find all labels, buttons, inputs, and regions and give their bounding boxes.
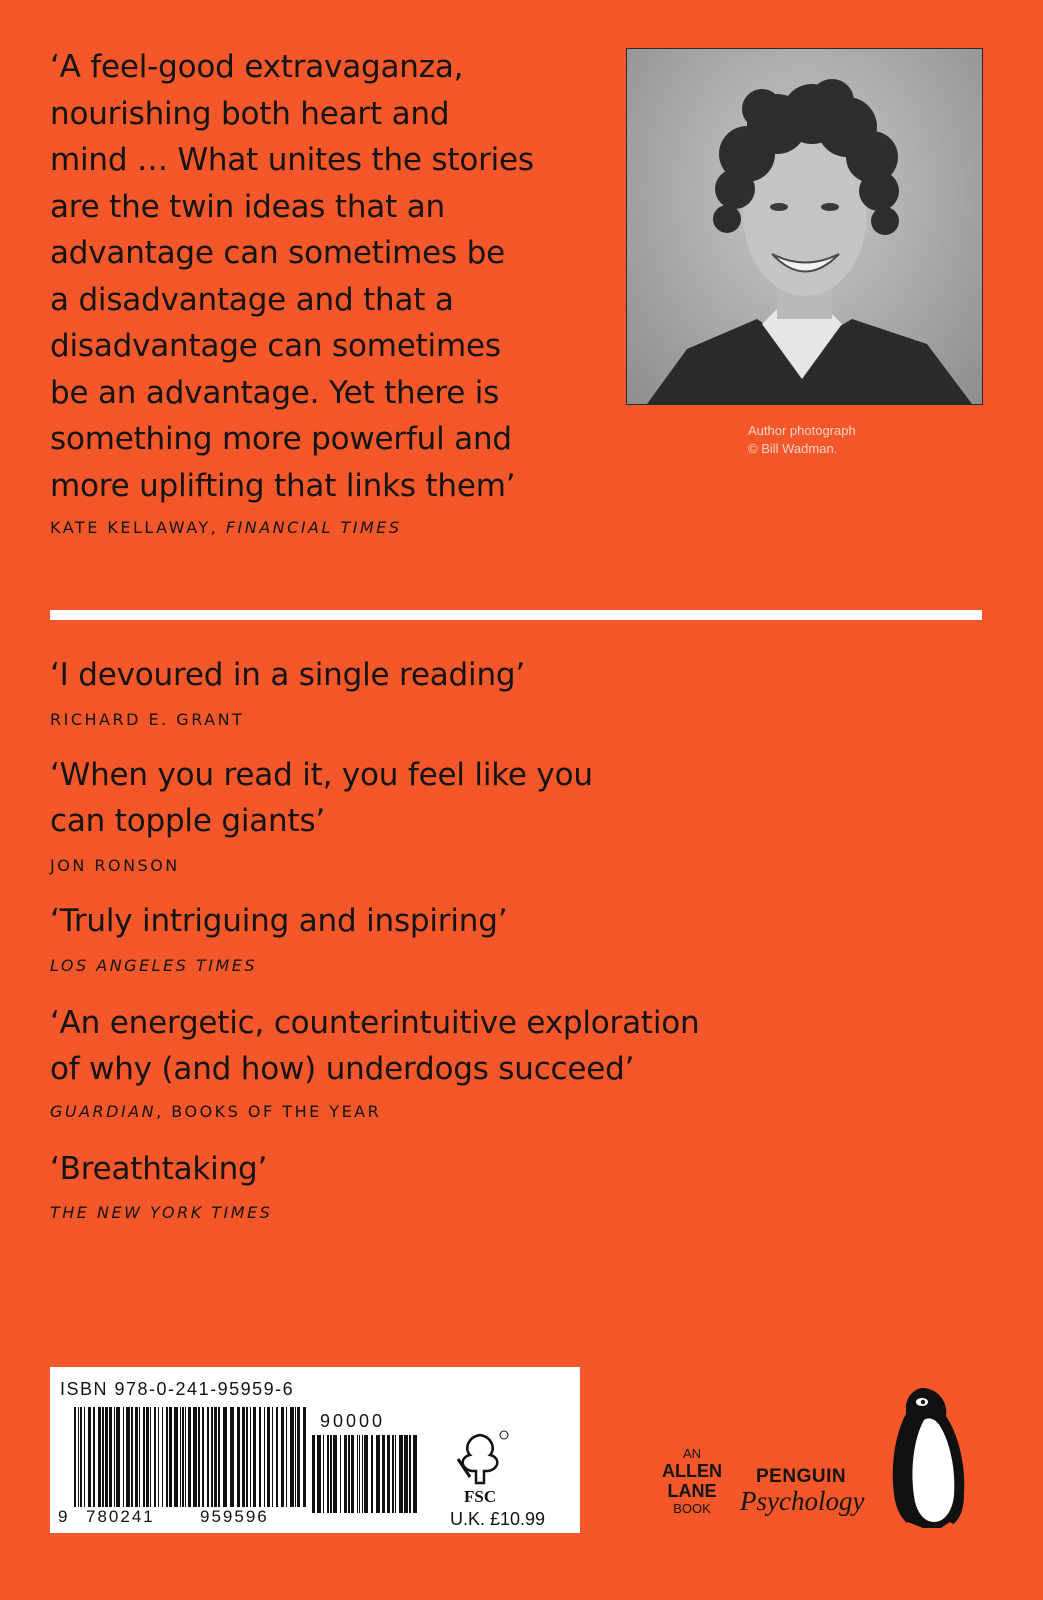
penguin-logo-icon [888, 1384, 968, 1534]
barcode-bar [98, 1407, 101, 1507]
review-quote [50, 1000, 810, 1092]
barcode-bar [84, 1407, 85, 1507]
attribution-source: FINANCIAL TIMES [225, 518, 402, 537]
barcode-bar [146, 1407, 149, 1507]
quote-line: something more powerful and [50, 421, 512, 457]
imprint-lane: LANE [667, 1481, 717, 1501]
barcode-panel [50, 1367, 580, 1533]
barcode-bar [188, 1407, 191, 1507]
barcode-bar [290, 1407, 294, 1507]
barcode-digit-first: 9 [58, 1507, 70, 1526]
quote-line: ‘I devoured in a single reading’ [50, 657, 526, 693]
barcode-bar [88, 1407, 91, 1507]
barcode-bar [395, 1435, 396, 1513]
barcode-bar [340, 1435, 341, 1513]
attribution-name: , BOOKS OF THE YEAR [156, 1102, 382, 1121]
barcode-bar [253, 1407, 256, 1507]
quote-line: disadvantage can sometimes [50, 328, 501, 364]
barcode-bar [409, 1435, 411, 1513]
review-attribution [50, 956, 257, 975]
barcode-bar [74, 1407, 76, 1507]
barcode-bar [259, 1407, 261, 1507]
barcode-bar [303, 1407, 306, 1507]
barcode-bar [102, 1407, 104, 1507]
barcode-bar [193, 1407, 197, 1507]
barcode-bar [126, 1407, 130, 1507]
barcode-bar [399, 1435, 403, 1513]
barcode-bar [357, 1435, 358, 1513]
barcode-bar [237, 1407, 240, 1507]
attribution-name: JON RONSON [50, 856, 180, 875]
barcode-bar [246, 1407, 248, 1507]
photo-caption-line: Author photograph [748, 423, 856, 438]
barcode-bar [180, 1407, 181, 1507]
price-barcode [312, 1435, 422, 1513]
barcode-bar [166, 1407, 168, 1507]
barcode-bar [109, 1407, 112, 1507]
barcode-digits-group1: 780241 [86, 1507, 155, 1526]
quote-line: be an advantage. Yet there is [50, 374, 500, 411]
barcode-bar [214, 1407, 217, 1507]
penguin-wordmark: PENGUIN [756, 1466, 847, 1487]
review-attribution [50, 710, 244, 729]
barcode-bar [295, 1407, 296, 1507]
barcode-bar [413, 1435, 417, 1513]
quote-line: ‘A feel-good extravaganza, [50, 49, 464, 85]
barcode-bar [330, 1435, 332, 1513]
barcode-bar [93, 1407, 95, 1507]
barcode-bar [162, 1407, 163, 1507]
barcode-bar [312, 1435, 315, 1513]
barcode-bar [327, 1435, 329, 1513]
review-quote [50, 898, 810, 944]
barcode-bar [169, 1407, 172, 1507]
review-quote [50, 752, 810, 844]
quote-line: advantage can sometimes be [50, 235, 505, 271]
barcode-bar [207, 1407, 209, 1507]
barcode-bar [114, 1407, 115, 1507]
barcode-bar [317, 1435, 321, 1513]
barcode-bar [185, 1407, 186, 1507]
barcode-bar [131, 1407, 133, 1507]
barcode-bar [223, 1407, 227, 1507]
barcode-bar [364, 1435, 368, 1513]
barcode-bar [80, 1407, 82, 1507]
barcode-bar [250, 1407, 251, 1507]
barcode-bar [359, 1435, 360, 1513]
psychology-wordmark: Psychology [740, 1486, 865, 1516]
barcode-bar [174, 1407, 178, 1507]
barcode-bar [135, 1407, 138, 1507]
quote-line: more uplifting that links them’ [50, 467, 516, 504]
isbn-text: ISBN 978-0-241-95959-6 [60, 1379, 295, 1399]
barcode-bar [382, 1435, 385, 1513]
allen-lane-imprint [656, 1446, 728, 1516]
review-quote [50, 652, 810, 698]
barcode-bar [376, 1435, 380, 1513]
author-portrait-illustration [627, 49, 982, 404]
barcode-bar [105, 1407, 108, 1507]
barcode-bar [387, 1435, 390, 1513]
quote-line: ‘An energetic, counterintuitive exploration [50, 1005, 700, 1041]
barcode-bar [392, 1435, 394, 1513]
quote-line: mind … What unites the stories [50, 142, 534, 178]
quote-line: can topple giants’ [50, 803, 326, 839]
barcode-bar [116, 1407, 120, 1507]
barcode-bar [242, 1407, 245, 1507]
quote-line: a disadvantage and that a [50, 281, 454, 318]
barcode-bar [123, 1407, 124, 1507]
barcode-bar [230, 1407, 234, 1507]
barcode-bar [267, 1407, 270, 1507]
barcode-bar [362, 1435, 363, 1513]
author-photo [626, 48, 983, 405]
barcode-bar [333, 1435, 337, 1513]
section-divider [50, 610, 982, 620]
barcode-bar [351, 1435, 354, 1513]
attribution-source: THE NEW YORK TIMES [50, 1203, 273, 1222]
review-attribution [50, 1102, 381, 1121]
price-label: U.K. £10.99 [450, 1509, 546, 1529]
attribution-name: RICHARD E. GRANT [50, 710, 245, 729]
barcode-bar [371, 1435, 373, 1513]
top-review-attribution [50, 518, 402, 537]
review-attribution [50, 1203, 272, 1222]
barcode-bar [78, 1407, 79, 1507]
barcode-bar [323, 1435, 324, 1513]
review-attribution [50, 856, 180, 875]
attribution-name: KATE KELLAWAY, [50, 518, 226, 537]
barcode-bar [281, 1407, 284, 1507]
barcode-bar [182, 1407, 184, 1507]
photo-caption-line: © Bill Wadman. [748, 441, 838, 456]
barcode-bar [404, 1435, 408, 1513]
quote-line: ‘When you read it, you feel like you [50, 757, 593, 793]
quote-line: ‘Breathtaking’ [50, 1151, 268, 1187]
barcode-bar [348, 1435, 350, 1513]
imprint-an: AN [682, 1446, 702, 1461]
barcode-bar [344, 1435, 347, 1513]
top-review-quote [50, 44, 590, 509]
barcode-bar [139, 1407, 140, 1507]
price-code: 90000 [320, 1411, 386, 1431]
imprint-book: BOOK [673, 1501, 711, 1516]
barcode-bar [143, 1407, 145, 1507]
quote-line: of why (and how) underdogs succeed’ [50, 1051, 635, 1087]
isbn-barcode [74, 1407, 314, 1507]
quote-line: are the twin ideas that an [50, 188, 445, 225]
barcode-digits-group2: 959596 [200, 1507, 269, 1526]
imprint-allen: ALLEN [662, 1461, 722, 1481]
barcode-bar [154, 1407, 156, 1507]
barcode-bar [158, 1407, 159, 1507]
barcode-bar [276, 1407, 278, 1507]
barcode-bar [150, 1407, 151, 1507]
barcode-bar [286, 1407, 287, 1507]
attribution-source: LOS ANGELES TIMES [50, 956, 258, 975]
quote-line: ‘Truly intriguing and inspiring’ [50, 903, 508, 939]
barcode-bar [272, 1407, 273, 1507]
attribution-source: GUARDIAN [50, 1102, 157, 1121]
quote-line: nourishing both heart and [50, 95, 450, 132]
barcode-bar [218, 1407, 220, 1507]
review-quote [50, 1146, 810, 1192]
photo-caption [748, 422, 856, 458]
barcode-bar [211, 1407, 213, 1507]
fsc-tree-icon [450, 1429, 510, 1487]
barcode-bar [198, 1407, 200, 1507]
barcode-bar [297, 1407, 300, 1507]
fsc-label: FSC [464, 1487, 497, 1506]
barcode-bar [264, 1407, 265, 1507]
barcode-bar [202, 1407, 204, 1507]
